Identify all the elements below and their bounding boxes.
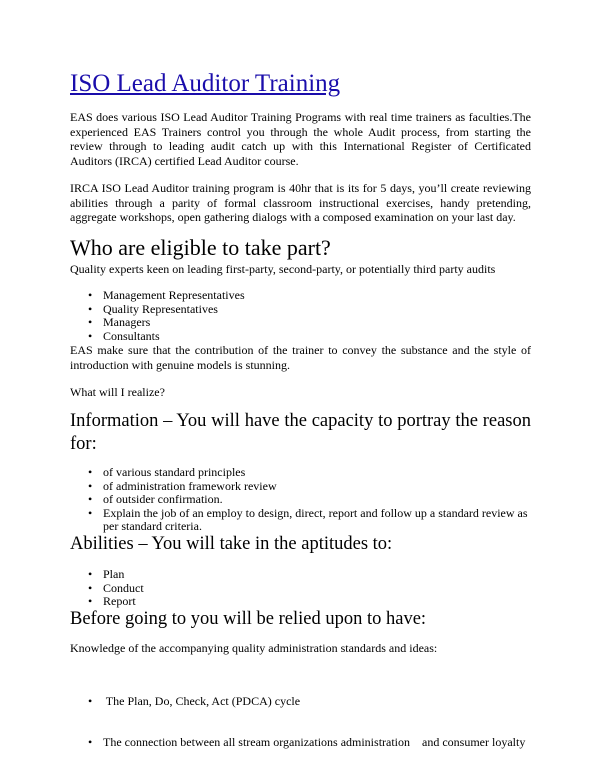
list-item: • Report	[88, 595, 531, 609]
list-item: • Quality Representatives	[88, 303, 531, 317]
list-item: • The Plan, Do, Check, Act (PDCA) cycle	[88, 695, 531, 709]
before-list	[88, 668, 531, 777]
abilities-list	[88, 568, 531, 609]
list-item: • of various standard principles	[88, 466, 531, 480]
list-item: • Explain the job of an employ to design, direct, report and follow up a standard review as per standard criteria.	[88, 507, 531, 534]
list-item: • The connection between all stream organizations administration and consumer loyalty	[88, 736, 531, 750]
eligible-subtext: Quality experts keen on leading first-party, second-party, or potentially third party audits	[70, 262, 496, 276]
intro-paragraph: EAS does various ISO Lead Auditor Training Programs with real time trainers as faculties.The experienced EAS Trainers control you through the whole Audit process, from starting the review through to leading audit catch up with this International Register of Certificated Auditors (IRCA) certified Lead Auditor course.	[70, 110, 531, 168]
list-item: • Managers	[88, 316, 531, 330]
information-heading: Information – You will have the capacity to portray the reason for:	[70, 411, 531, 454]
list-item: • Conduct	[88, 582, 531, 596]
abilities-heading: Abilities – You will take in the aptitudes to:	[70, 534, 393, 554]
list-item: • Consultants	[88, 330, 531, 344]
irca-paragraph: IRCA ISO Lead Auditor training program is 40hr that is its for 5 days, you’ll create reviewing abilities through a parity of formal classroom instructional exercises, handy pretending, aggregate workshops, open gathering dialogs with a composed examination on your last day.	[70, 181, 531, 224]
list-item: • Management Representatives	[88, 289, 531, 303]
realize-question: What will I realize?	[70, 385, 165, 399]
before-subtext: Knowledge of the accompanying quality administration standards and ideas:	[70, 641, 438, 655]
information-list	[88, 466, 531, 534]
list-item: • of outsider confirmation.	[88, 493, 531, 507]
eligible-heading: Who are eligible to take part?	[70, 235, 331, 260]
list-item: • Plan	[88, 568, 531, 582]
eligible-list	[88, 289, 531, 343]
page-title[interactable]: ISO Lead Auditor Training	[70, 70, 341, 97]
list-item: • of administration framework review	[88, 480, 531, 494]
trainer-paragraph: EAS make sure that the contribution of the trainer to convey the substance and the style of introduction with genuine models is stunning.	[70, 343, 531, 372]
before-heading: Before going to you will be relied upon to have:	[70, 609, 427, 629]
